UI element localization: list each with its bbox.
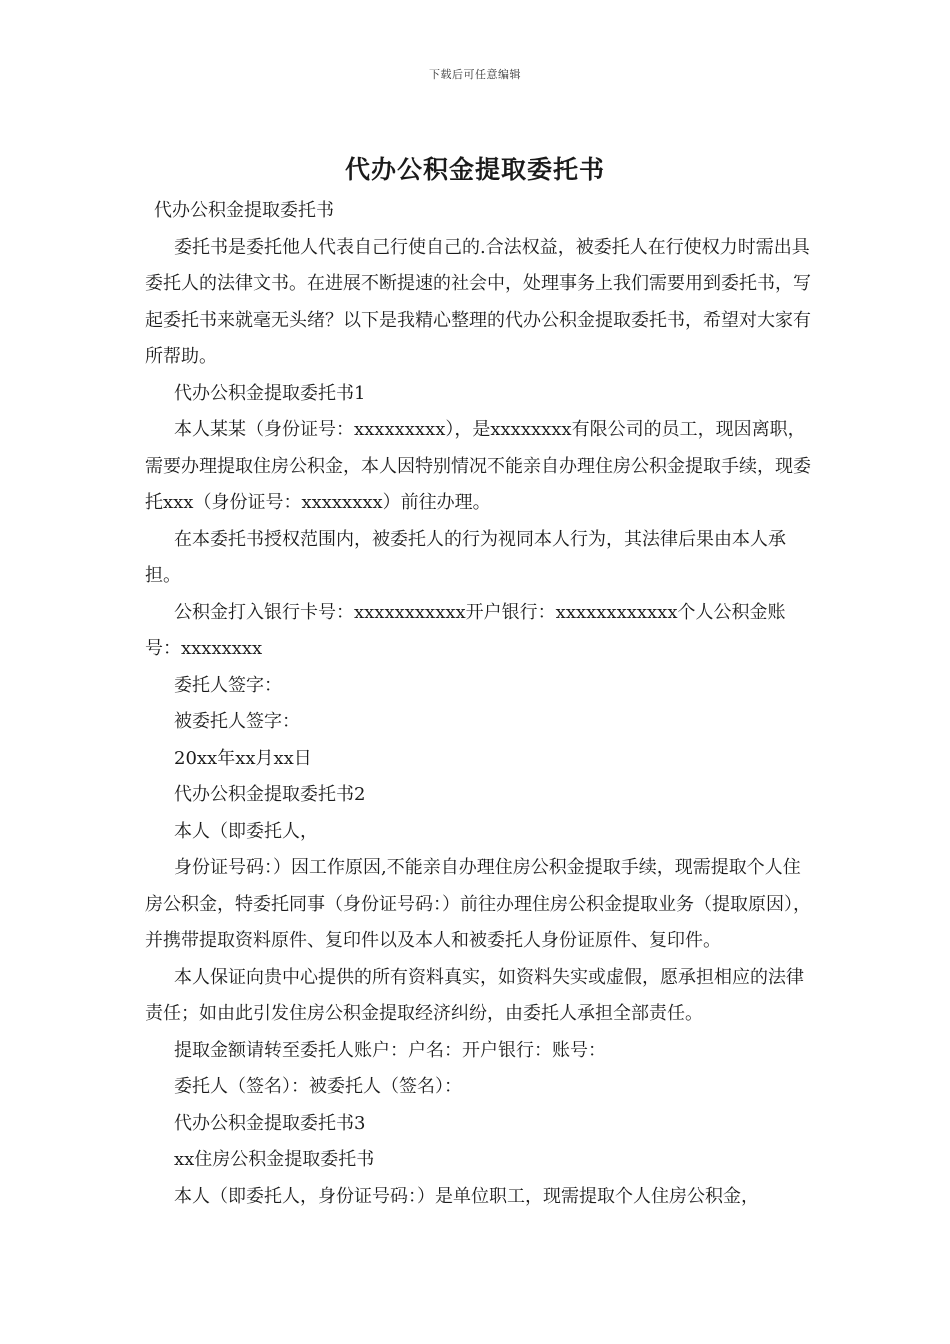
paragraph: 本人保证向贵中心提供的所有资料真实，如资料失实或虚假，愿承担相应的法律责任；如由此引发住房公积金提取经济纠纷，由委托人承担全部责任。 xyxy=(145,966,804,1024)
document-body xyxy=(145,193,815,1215)
paragraph: 代办公积金提取委托书1 xyxy=(174,382,366,404)
paragraph: xx住房公积金提取委托书 xyxy=(174,1149,375,1170)
paragraph: 本人（即委托人，身份证号码：）是单位职工，现需提取个人住房公积金， xyxy=(174,1185,759,1207)
paragraph: 身份证号码：）因工作原因,不能亲自办理住房公积金提取手续，现需提取个人住房公积金，特委托同事（身份证号码：）前往办理住房公积金提取业务（提取原因），并携带提取资料原件、复印件以及本人和被委托人身份证原件、复印件。 xyxy=(145,857,811,951)
paragraph: 本人（即委托人， xyxy=(174,820,318,842)
paragraph: 委托书是委托他人代表自己行使自己的.合法权益，被委托人在行使权力时需出具委托人的法律文书。在进展不断提速的社会中，处理事务上我们需要用到委托书，写起委托书来就毫无头绪？以下是我精心整理的代办公积金提取委托书，希望对大家有所帮助。 xyxy=(145,236,811,367)
paragraph: 委托人签字： xyxy=(174,674,282,696)
paragraph: 被委托人签字： xyxy=(174,711,300,732)
paragraph: 代办公积金提取委托书3 xyxy=(174,1112,366,1134)
paragraph: 提取金额请转至委托人账户：户名：开户银行：账号： xyxy=(174,1039,606,1061)
paragraph: 在本委托书授权范围内，被委托人的行为视同本人行为，其法律后果由本人承担。 xyxy=(145,528,786,586)
paragraph: 公积金打入银行卡号：xxxxxxxxxxx开户银行：xxxxxxxxxxxx个人公积金账号：xxxxxxxx xyxy=(145,601,786,659)
paragraph: 代办公积金提取委托书2 xyxy=(174,784,366,805)
header-note: 下载后可任意编辑 xyxy=(429,68,521,81)
paragraph: 代办公积金提取委托书 xyxy=(154,200,334,221)
paragraph: 20xx年xx月xx日 xyxy=(174,747,312,769)
paragraph: 本人某某（身份证号：xxxxxxxxx），是xxxxxxxx有限公司的员工，现因离职，需要办理提取住房公积金，本人因特别情况不能亲自办理住房公积金提取手续，现委托xxx（身份证号：xxxxxxxx）前往办理。 xyxy=(145,419,811,513)
document-title: 代办公积金提取委托书 xyxy=(344,155,605,184)
paragraph: 委托人（签名）：被委托人（签名）： xyxy=(174,1076,462,1097)
